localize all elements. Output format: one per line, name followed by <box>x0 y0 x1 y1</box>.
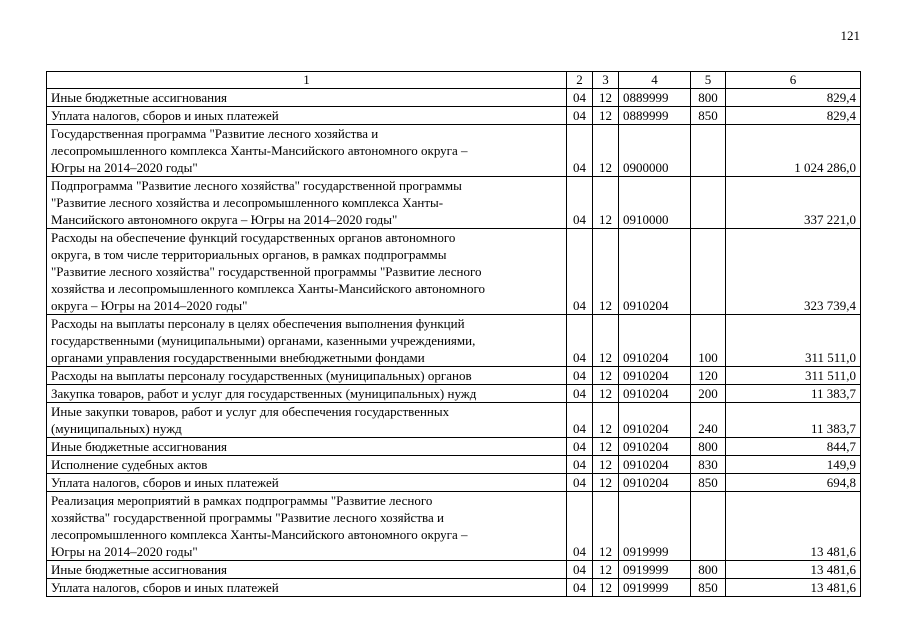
amount-cell: 829,4 <box>726 89 861 107</box>
amount-cell: 323 739,4 <box>726 229 861 315</box>
subsection-cell: 12 <box>593 89 619 107</box>
amount-cell: 11 383,7 <box>726 385 861 403</box>
expense-type-cell <box>691 125 726 177</box>
section-cell: 04 <box>567 177 593 229</box>
section-cell: 04 <box>567 229 593 315</box>
amount-cell: 844,7 <box>726 438 861 456</box>
section-cell: 04 <box>567 107 593 125</box>
subsection-cell: 12 <box>593 403 619 438</box>
expense-type-cell: 850 <box>691 107 726 125</box>
row-name-cell: Иные бюджетные ассигнования <box>47 438 567 456</box>
expense-type-cell <box>691 229 726 315</box>
section-cell: 04 <box>567 315 593 367</box>
table-row <box>47 492 861 561</box>
subsection-cell: 12 <box>593 561 619 579</box>
subsection-cell: 12 <box>593 177 619 229</box>
amount-cell: 13 481,6 <box>726 561 861 579</box>
section-cell: 04 <box>567 438 593 456</box>
section-cell: 04 <box>567 403 593 438</box>
expense-type-cell: 200 <box>691 385 726 403</box>
section-cell: 04 <box>567 125 593 177</box>
subsection-cell: 12 <box>593 229 619 315</box>
target-article-cell: 0889999 <box>619 89 691 107</box>
target-article-cell: 0910204 <box>619 315 691 367</box>
budget-table <box>46 71 861 597</box>
section-cell: 04 <box>567 385 593 403</box>
target-article-cell: 0910204 <box>619 229 691 315</box>
column-header: 2 <box>567 72 593 89</box>
table-row <box>47 385 861 403</box>
row-name-cell: Иные закупки товаров, работ и услуг для обеспечения государственных (муниципальных) нужд <box>47 403 567 438</box>
subsection-cell: 12 <box>593 125 619 177</box>
row-name-cell: Уплата налогов, сборов и иных платежей <box>47 474 567 492</box>
table-row <box>47 125 861 177</box>
page-number: 121 <box>840 28 860 43</box>
target-article-cell: 0910204 <box>619 456 691 474</box>
section-cell: 04 <box>567 367 593 385</box>
section-cell: 04 <box>567 492 593 561</box>
subsection-cell: 12 <box>593 315 619 367</box>
target-article-cell: 0910204 <box>619 438 691 456</box>
row-name-cell: Расходы на выплаты персоналу в целях обеспечения выполнения функций государственными (муниципальными) органами, казенными учреждениями, органами управления государственными внебюджетными фондами <box>47 315 567 367</box>
target-article-cell: 0910204 <box>619 385 691 403</box>
table-row <box>47 89 861 107</box>
column-header: 6 <box>726 72 861 89</box>
row-name-cell: Подпрограмма "Развитие лесного хозяйства" государственной программы "Развитие лесного хозяйства и лесопромышленного комплекса Ханты- Мансийского автономного округа – Югры на 2014–2020 годы" <box>47 177 567 229</box>
expense-type-cell: 240 <box>691 403 726 438</box>
amount-cell: 829,4 <box>726 107 861 125</box>
section-cell: 04 <box>567 89 593 107</box>
column-header: 1 <box>47 72 567 89</box>
row-name-cell: Уплата налогов, сборов и иных платежей <box>47 579 567 597</box>
table-row <box>47 315 861 367</box>
row-name-cell: Расходы на выплаты персоналу государственных (муниципальных) органов <box>47 367 567 385</box>
row-name-cell: Иные бюджетные ассигнования <box>47 89 567 107</box>
target-article-cell: 0919999 <box>619 492 691 561</box>
row-name-cell: Иные бюджетные ассигнования <box>47 561 567 579</box>
amount-cell: 311 511,0 <box>726 315 861 367</box>
expense-type-cell <box>691 177 726 229</box>
amount-cell: 11 383,7 <box>726 403 861 438</box>
row-name-cell: Исполнение судебных актов <box>47 456 567 474</box>
target-article-cell: 0910204 <box>619 403 691 438</box>
row-name-cell: Расходы на обеспечение функций государственных органов автономного округа, в том числе территориальных органов, в рамках подпрограммы "Развитие лесного хозяйства" государственной программы "Развитие лесного хозяйства и лесопромышленного комплекса Ханты-Мансийского автономного округа – Югры на 2014–2020 годы" <box>47 229 567 315</box>
amount-cell: 311 511,0 <box>726 367 861 385</box>
table-row <box>47 456 861 474</box>
section-cell: 04 <box>567 456 593 474</box>
table-row <box>47 474 861 492</box>
expense-type-cell <box>691 492 726 561</box>
amount-cell: 694,8 <box>726 474 861 492</box>
subsection-cell: 12 <box>593 385 619 403</box>
target-article-cell: 0919999 <box>619 561 691 579</box>
column-header: 3 <box>593 72 619 89</box>
column-header: 4 <box>619 72 691 89</box>
target-article-cell: 0889999 <box>619 107 691 125</box>
subsection-cell: 12 <box>593 438 619 456</box>
expense-type-cell: 850 <box>691 474 726 492</box>
table-header-row <box>47 72 861 89</box>
column-header: 5 <box>691 72 726 89</box>
table-row <box>47 107 861 125</box>
amount-cell: 337 221,0 <box>726 177 861 229</box>
row-name-cell: Уплата налогов, сборов и иных платежей <box>47 107 567 125</box>
table-row <box>47 403 861 438</box>
row-name-cell: Государственная программа "Развитие лесного хозяйства и лесопромышленного комплекса Ханты-Мансийского автономного округа – Югры на 2014–2020 годы" <box>47 125 567 177</box>
section-cell: 04 <box>567 561 593 579</box>
expense-type-cell: 830 <box>691 456 726 474</box>
expense-type-cell: 800 <box>691 89 726 107</box>
amount-cell: 13 481,6 <box>726 492 861 561</box>
expense-type-cell: 800 <box>691 438 726 456</box>
expense-type-cell: 120 <box>691 367 726 385</box>
row-name-cell: Реализация мероприятий в рамках подпрограммы "Развитие лесного хозяйства" государственной программы "Развитие лесного хозяйства и лесопромышленного комплекса Ханты-Мансийского автономного округа – Югры на 2014–2020 годы" <box>47 492 567 561</box>
subsection-cell: 12 <box>593 367 619 385</box>
expense-type-cell: 850 <box>691 579 726 597</box>
section-cell: 04 <box>567 579 593 597</box>
target-article-cell: 0919999 <box>619 579 691 597</box>
target-article-cell: 0900000 <box>619 125 691 177</box>
target-article-cell: 0910204 <box>619 474 691 492</box>
amount-cell: 13 481,6 <box>726 579 861 597</box>
expense-type-cell: 800 <box>691 561 726 579</box>
subsection-cell: 12 <box>593 474 619 492</box>
amount-cell: 1 024 286,0 <box>726 125 861 177</box>
table-row <box>47 367 861 385</box>
row-name-cell: Закупка товаров, работ и услуг для государственных (муниципальных) нужд <box>47 385 567 403</box>
subsection-cell: 12 <box>593 492 619 561</box>
table-row <box>47 177 861 229</box>
subsection-cell: 12 <box>593 579 619 597</box>
expense-type-cell: 100 <box>691 315 726 367</box>
subsection-cell: 12 <box>593 456 619 474</box>
section-cell: 04 <box>567 474 593 492</box>
target-article-cell: 0910000 <box>619 177 691 229</box>
table-row <box>47 438 861 456</box>
table-row <box>47 229 861 315</box>
amount-cell: 149,9 <box>726 456 861 474</box>
subsection-cell: 12 <box>593 107 619 125</box>
target-article-cell: 0910204 <box>619 367 691 385</box>
table-row <box>47 579 861 597</box>
table-row <box>47 561 861 579</box>
